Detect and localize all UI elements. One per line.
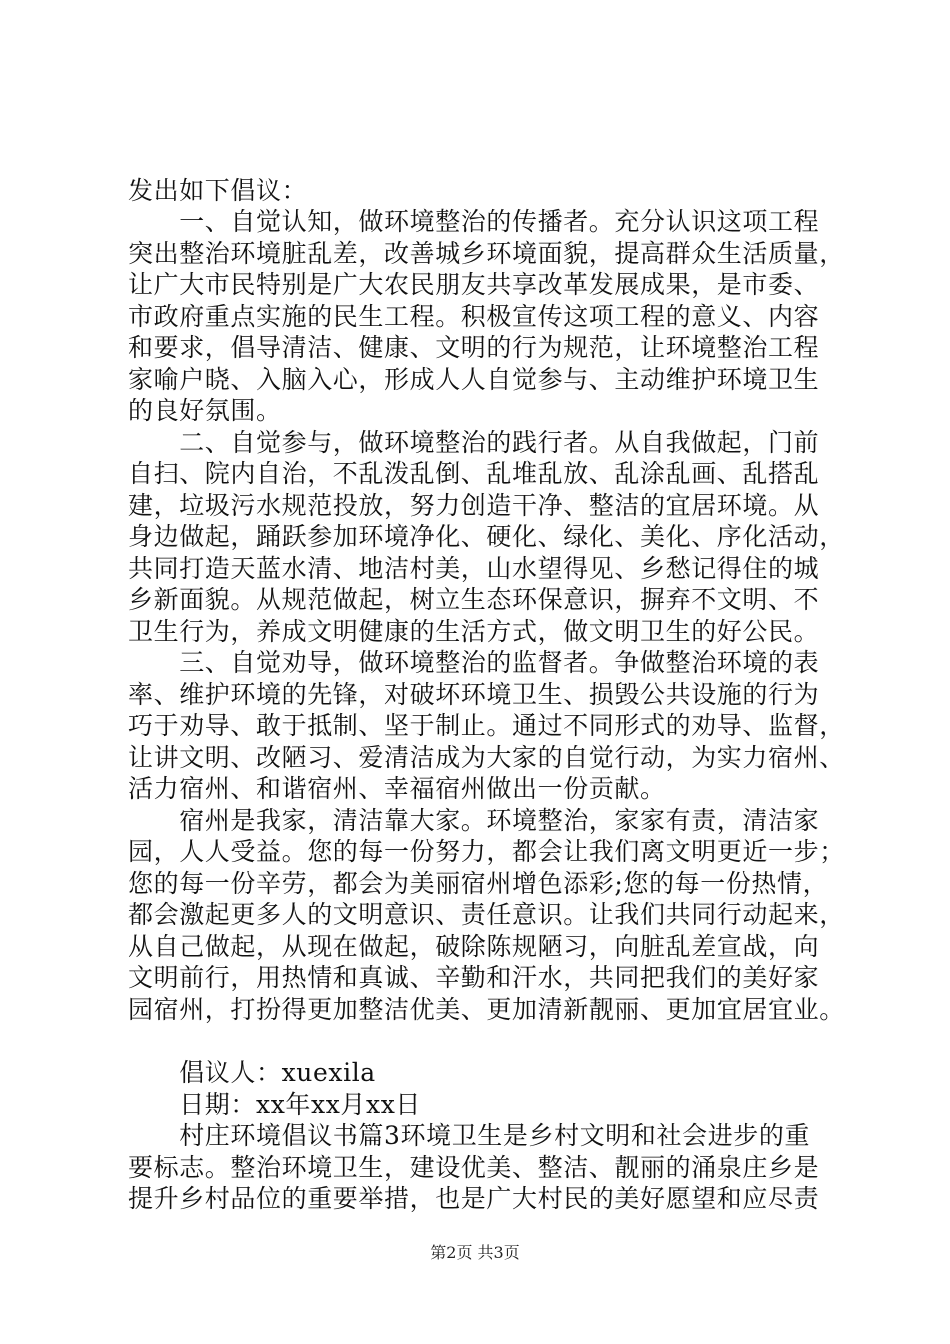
text-line: 一、自觉认知，做环境整治的传播者。充分认识这项工程 bbox=[128, 207, 820, 236]
text-line: 都会激起更多人的文明意识、责任意识。让我们共同行动起来， bbox=[128, 900, 845, 929]
text-line: 活力宿州、和谐宿州、幸福宿州做出一份贡献。 bbox=[128, 774, 666, 803]
text-line: 提升乡村品位的重要举措，也是广大村民的美好愿望和应尽责 bbox=[128, 1184, 820, 1213]
text-line: 让广大市民特别是广大农民朋友共享改革发展成果，是市委、 bbox=[128, 270, 820, 299]
text-line: 村庄环境倡议书篇3环境卫生是乡村文明和社会进步的重 bbox=[128, 1121, 811, 1150]
date-line: 日期：xx年xx月xx日 bbox=[128, 1090, 421, 1119]
text-line: 率、维护环境的先锋，对破坏环境卫生、损毁公共设施的行为 bbox=[128, 680, 820, 709]
text-line: 家喻户晓、入脑入心，形成人人自觉参与、主动维护环境卫生 bbox=[128, 365, 820, 394]
text-line: 文明前行，用热情和真诚、辛勤和汗水，共同把我们的美好家 bbox=[128, 963, 820, 992]
text-line: 从自己做起，从现在做起，破除陈规陋习，向脏乱差宣战，向 bbox=[128, 932, 820, 961]
text-line: 突出整治环境脏乱差，改善城乡环境面貌，提高群众生活质量， bbox=[128, 239, 845, 268]
text-line: 自扫、院内自治，不乱泼乱倒、乱堆乱放、乱涂乱画、乱搭乱 bbox=[128, 459, 820, 488]
text-line: 和要求，倡导清洁、健康、文明的行为规范，让环境整治工程 bbox=[128, 333, 820, 362]
text-line: 宿州是我家，清洁靠大家。环境整治，家家有责，清洁家 bbox=[128, 806, 820, 835]
text-line: 身边做起，踊跃参加环境净化、硬化、绿化、美化、序化活动， bbox=[128, 522, 845, 551]
text-line: 共同打造天蓝水清、地洁村美，山水望得见、乡愁记得住的城 bbox=[128, 554, 820, 583]
text-line: 让讲文明、改陋习、爱清洁成为大家的自觉行动，为实力宿州、 bbox=[128, 743, 845, 772]
text-line: 二、自觉参与，做环境整治的践行者。从自我做起，门前 bbox=[128, 428, 820, 457]
page-number-footer: 第2页 共3页 bbox=[430, 1243, 520, 1262]
text-line: 乡新面貌。从规范做起，树立生态环保意识，摒弃不文明、不 bbox=[128, 585, 820, 614]
text-line: 的良好氛围。 bbox=[128, 396, 282, 425]
text-line: 巧于劝导、敢于抵制、坚于制止。通过不同形式的劝导、监督， bbox=[128, 711, 845, 740]
text-line: 要标志。整治环境卫生，建设优美、整洁、靓丽的涌泉庄乡是 bbox=[128, 1153, 820, 1182]
text-line: 建，垃圾污水规范投放，努力创造干净、整洁的宜居环境。从 bbox=[128, 491, 820, 520]
text-line: 您的每一份辛劳，都会为美丽宿州增色添彩;您的每一份热情， bbox=[128, 869, 829, 898]
text-line: 园，人人受益。您的每一份努力，都会让我们离文明更近一步； bbox=[128, 837, 845, 866]
text-line: 三、自觉劝导，做环境整治的监督者。争做整治环境的表 bbox=[128, 648, 820, 677]
text-line: 园宿州，打扮得更加整洁优美、更加清新靓丽、更加宜居宜业。 bbox=[128, 995, 845, 1024]
signer-line: 倡议人：xuexila bbox=[128, 1058, 376, 1087]
text-line: 发出如下倡议： bbox=[128, 176, 308, 205]
text-line: 市政府重点实施的民生工程。积极宣传这项工程的意义、内容 bbox=[128, 302, 820, 331]
text-line: 卫生行为，养成文明健康的生活方式，做文明卫生的好公民。 bbox=[128, 617, 820, 646]
